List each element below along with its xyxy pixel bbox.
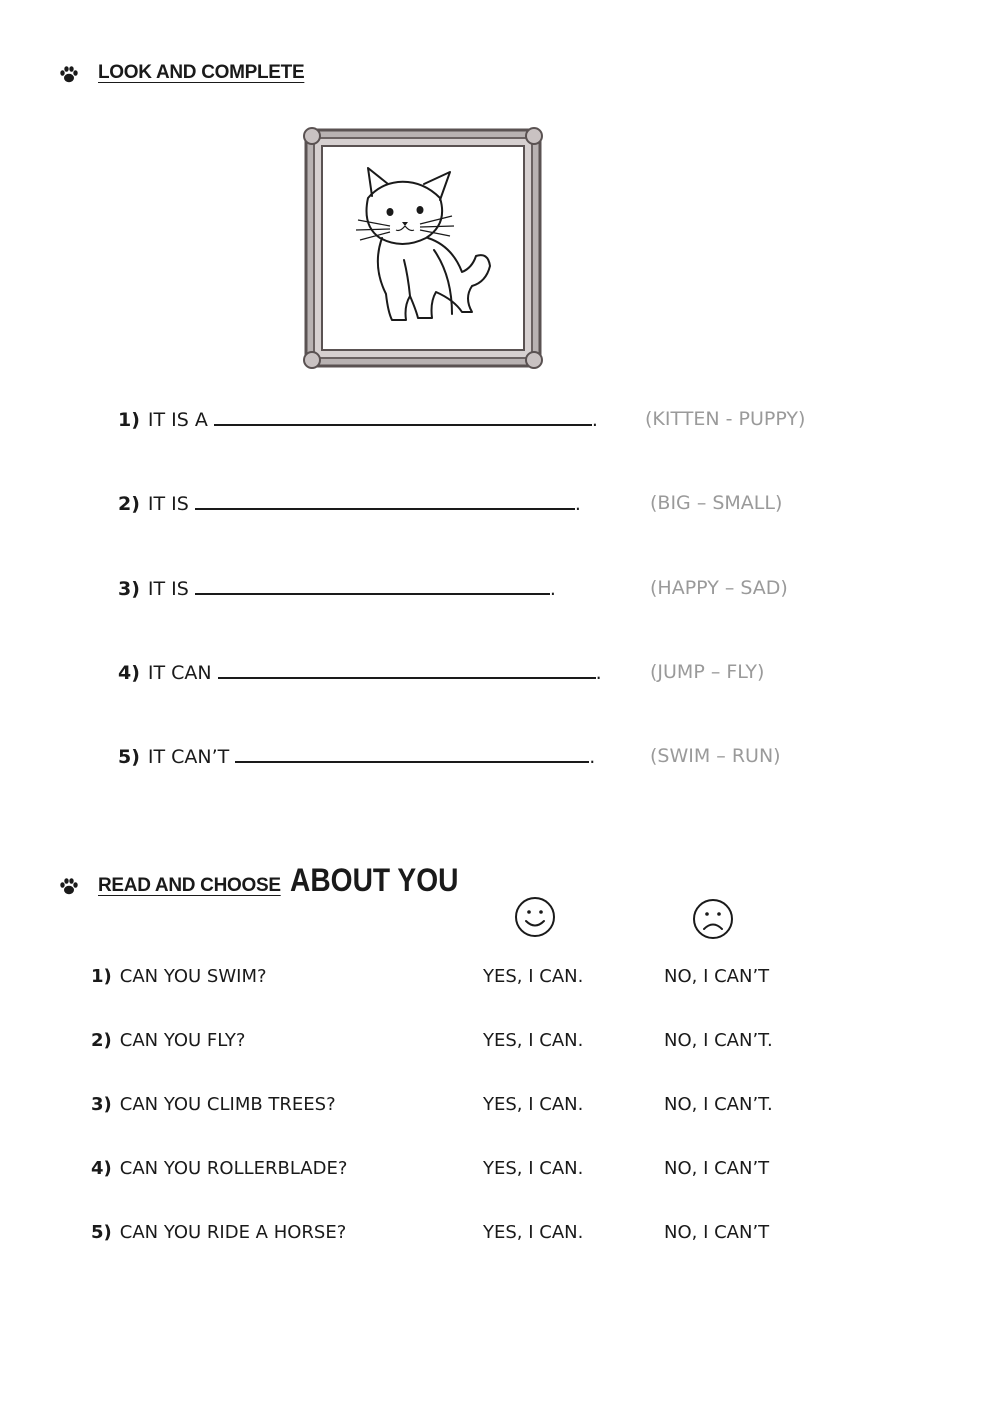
item-question: CAN YOU CLIMB TREES? [119, 1094, 336, 1115]
item-number: 3) [118, 578, 140, 600]
no-option[interactable]: NO, I CAN’T. [664, 1030, 773, 1051]
item-options: (HAPPY – SAD) [650, 577, 788, 599]
list-item: 2) IT IS . [118, 493, 581, 515]
yes-option[interactable]: YES, I CAN. [483, 1030, 584, 1051]
item-number: 5) [118, 746, 140, 768]
no-option[interactable]: NO, I CAN’T [664, 966, 770, 987]
item-question: CAN YOU RIDE A HORSE? [119, 1222, 347, 1243]
item-prefix: IT CAN [147, 662, 212, 684]
list-item [91, 1158, 347, 1179]
item-options: (SWIM – RUN) [650, 745, 781, 767]
list-item [91, 1222, 346, 1243]
item-number: 4) [91, 1158, 112, 1179]
answer-blank[interactable] [195, 577, 550, 595]
list-item [91, 1030, 245, 1051]
sad-face-icon [692, 898, 734, 940]
yes-option[interactable]: YES, I CAN. [483, 1158, 584, 1179]
no-option[interactable]: NO, I CAN’T [664, 1158, 770, 1179]
list-item [91, 966, 267, 987]
item-options: (KITTEN - PUPPY) [645, 408, 806, 430]
list-item: 5) IT CAN’T . [118, 746, 596, 768]
list-item: 3) IT IS . [118, 578, 556, 600]
section-subheading-about-you: ABOUT YOU [290, 862, 459, 898]
item-question: CAN YOU ROLLERBLADE? [119, 1158, 348, 1179]
item-number: 1) [91, 966, 112, 987]
list-item: 4) IT CAN . [118, 662, 602, 684]
item-options: (JUMP – FLY) [650, 661, 765, 683]
item-prefix: IT IS A [147, 409, 208, 431]
item-number: 1) [118, 409, 140, 431]
answer-blank[interactable] [214, 408, 592, 426]
no-option[interactable]: NO, I CAN’T. [664, 1094, 773, 1115]
item-prefix: IT IS [147, 493, 189, 515]
item-number: 5) [91, 1222, 112, 1243]
yes-option[interactable]: YES, I CAN. [483, 966, 584, 987]
yes-option[interactable]: YES, I CAN. [483, 1094, 584, 1115]
yes-option[interactable]: YES, I CAN. [483, 1222, 584, 1243]
smiley-face-icon [514, 896, 556, 938]
section-heading-read-and-choose: READ AND CHOOSE [98, 875, 281, 896]
item-number: 3) [91, 1094, 112, 1115]
paw-icon [58, 64, 80, 86]
answer-blank[interactable] [195, 492, 575, 510]
item-number: 2) [118, 493, 140, 515]
list-item [91, 1094, 336, 1115]
item-number: 4) [118, 662, 140, 684]
item-question: CAN YOU FLY? [119, 1030, 246, 1051]
list-item: 1) IT IS A . [118, 409, 598, 431]
answer-blank[interactable] [235, 745, 589, 763]
item-prefix: IT CAN’T [147, 746, 230, 768]
cat-picture [302, 126, 544, 370]
item-prefix: IT IS [147, 578, 189, 600]
item-options: (BIG – SMALL) [650, 492, 783, 514]
section-heading-look-and-complete: LOOK AND COMPLETE [98, 62, 305, 83]
paw-icon [58, 876, 80, 898]
item-question: CAN YOU SWIM? [119, 966, 267, 987]
answer-blank[interactable] [218, 661, 596, 679]
no-option[interactable]: NO, I CAN’T [664, 1222, 770, 1243]
item-number: 2) [91, 1030, 112, 1051]
